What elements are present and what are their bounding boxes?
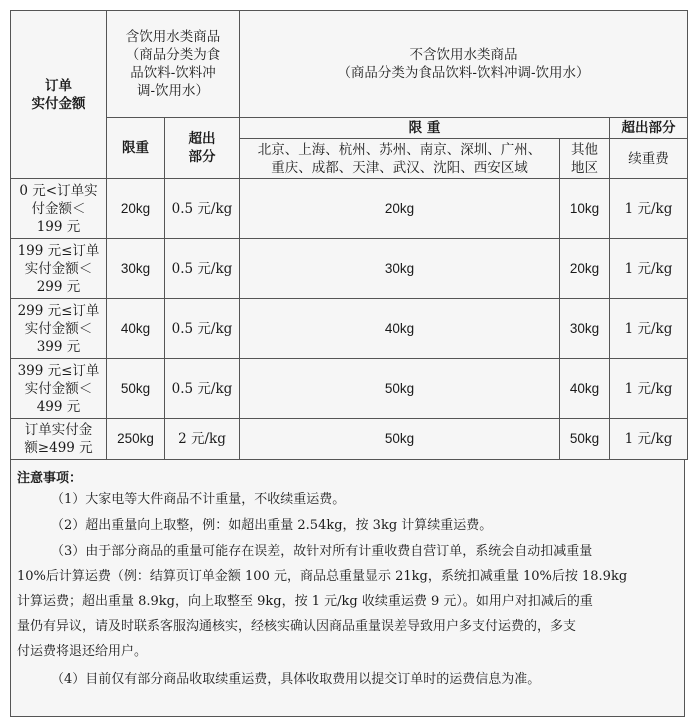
- water-limit: 40kg: [107, 299, 165, 359]
- water-excess-header: 超出 部分: [165, 118, 240, 179]
- table-row: [11, 359, 688, 419]
- water-limit-header: 限重: [107, 118, 165, 179]
- no-water-limit-header: 限 重: [240, 118, 610, 139]
- other-region-header: 其他 地区: [560, 139, 610, 179]
- water-excess: 0.5 元/kg: [165, 359, 240, 419]
- city-limit: 50kg: [240, 359, 560, 419]
- water-excess: 0.5 元/kg: [165, 239, 240, 299]
- other-limit: 20kg: [560, 239, 610, 299]
- city-limit: 50kg: [240, 419, 560, 460]
- other-limit: 50kg: [560, 419, 610, 460]
- water-limit: 20kg: [107, 179, 165, 239]
- notes-title: 注意事项：: [17, 471, 83, 486]
- water-limit: 30kg: [107, 239, 165, 299]
- amount-range: 0 元<订单实 付金额＜ 199 元: [11, 179, 107, 239]
- table-row: [11, 179, 688, 239]
- amount-range: 订单实付金 额≥499 元: [11, 419, 107, 460]
- note-3-line-5: 付运费将退还给用户。: [17, 644, 148, 659]
- no-water-excess-header: 超出部分: [610, 118, 688, 139]
- notes-section: [10, 460, 685, 717]
- other-limit: 10kg: [560, 179, 610, 239]
- note-3-line-2: 10%后计算运费（例：结算页订单金额 100 元，商品总重量显示 21kg，系统扣减重量 10%后按 18.9kg: [17, 569, 628, 584]
- note-4: （4）目前仅有部分商品收取续重运费，具体收取费用以提交订单时的运费信息为准。: [51, 672, 541, 687]
- city-limit: 30kg: [240, 239, 560, 299]
- cities-header: 北京、上海、杭州、苏州、南京、深圳、广州、 重庆、成都、天津、武汉、沈阳、西安区域: [240, 139, 560, 179]
- water-limit: 50kg: [107, 359, 165, 419]
- amount-range: 299 元≤订单 实付金额＜ 399 元: [11, 299, 107, 359]
- note-3-line-1: （3）由于部分商品的重量可能存在误差，故针对所有计重收费自营订单，系统会自动扣减重量: [51, 544, 593, 559]
- excess-fee: 1 元/kg: [610, 299, 688, 359]
- excess-fee: 1 元/kg: [610, 419, 688, 460]
- excess-fee: 1 元/kg: [610, 179, 688, 239]
- other-limit: 30kg: [560, 299, 610, 359]
- table-row: [11, 299, 688, 359]
- water-excess: 2 元/kg: [165, 419, 240, 460]
- note-3-line-4: 量仍有异议，请及时联系客服沟通核实，经核实确认因商品重量误差导致用户多支付运费的，多支: [17, 619, 577, 634]
- note-1: （1）大家电等大件商品不计重量，不收续重运费。: [51, 492, 346, 507]
- excess-fee: 1 元/kg: [610, 359, 688, 419]
- water-excess: 0.5 元/kg: [165, 179, 240, 239]
- water-header: 含饮用水类商品 （商品分类为食 品饮料-饮料冲 调-饮用水）: [107, 11, 240, 118]
- water-excess: 0.5 元/kg: [165, 299, 240, 359]
- water-limit: 250kg: [107, 419, 165, 460]
- note-2: （2）超出重量向上取整，例：如超出重量 2.54kg，按 3kg 计算续重运费。: [51, 518, 493, 533]
- amount-range: 399 元≤订单 实付金额＜ 499 元: [11, 359, 107, 419]
- other-limit: 40kg: [560, 359, 610, 419]
- table-row: [11, 239, 688, 299]
- excess-fee: 1 元/kg: [610, 239, 688, 299]
- shipping-fee-table: [10, 10, 688, 460]
- note-3-line-3: 计算运费；超出重量 8.9kg，向上取整至 9kg，按 1 元/kg 收续重运费 9 元）。如用户对扣减后的重: [17, 594, 593, 609]
- table-row: [11, 419, 688, 460]
- city-limit: 40kg: [240, 299, 560, 359]
- amount-range: 199 元≤订单 实付金额＜ 299 元: [11, 239, 107, 299]
- no-water-header: 不含饮用水类商品 （商品分类为食品饮料-饮料冲调-饮用水）: [240, 11, 688, 118]
- city-limit: 20kg: [240, 179, 560, 239]
- order-amount-header: 订单 实付金额: [11, 11, 107, 179]
- fee-header: 续重费: [610, 139, 688, 179]
